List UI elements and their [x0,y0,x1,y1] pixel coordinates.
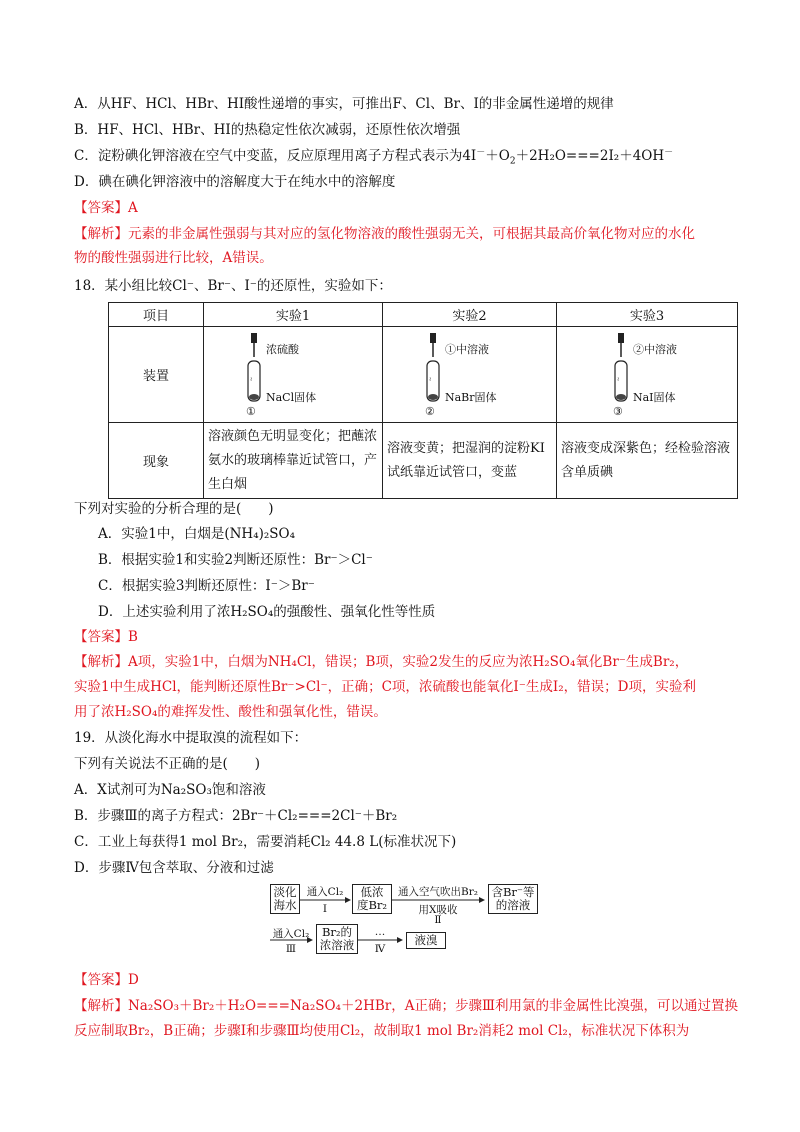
q18-option-b: B．根据实验1和实验2判断还原性：Br⁻＞Cl⁻ [98,552,373,568]
q17-analysis-line1: 【解析】元素的非金属性强弱与其对应的氢化物溶液的酸性强弱无关，可根据其最高价氧化物对应的水化 [74,226,695,242]
q19-option-b: B．步骤Ⅲ的离子方程式：2Br⁻＋Cl₂===2Cl⁻＋Br₂ [74,808,398,824]
svg-text:≀: ≀ [617,375,620,383]
flow-arrow1-bottom: Ⅰ [322,903,328,915]
q17-option-c-pre: C．淀粉碘化钾溶液在空气中变蓝，反应原理用离子方程式表示为4I [74,148,477,164]
device-2-bottom-label: NaBr固体 [445,390,497,404]
q18-answer: 【答案】B [74,629,138,645]
row-label-device: 装置 [109,327,204,423]
experiment-table [108,302,738,499]
phenomenon-1: 溶液颜色无明显变化；把蘸浓氨水的玻璃棒靠近试管口，产生白烟 [204,423,383,499]
table-header-item: 项目 [109,303,204,327]
svg-text:≀: ≀ [429,375,432,383]
q17-answer: 【答案】A [74,200,138,216]
table-header-exp2: 实验2 [383,303,557,327]
flow-arrow3-top: 通入Cl₂ [272,928,310,940]
q17-option-a: A．从HF、HCl、HBr、HI酸性递增的事实，可推出F、Cl、Br、I的非金属性递增的规律 [74,96,614,112]
device-2-top-label: ①中溶液 [445,342,489,356]
flow-arrow3-bottom: Ⅲ [285,943,297,955]
device-1-number: ① [246,404,256,418]
q19-option-c: C．工业上每获得1 mol Br₂，需要消耗Cl₂ 44.8 L(标准状况下) [74,834,457,850]
q18-analysis-line3: 用了浓H₂SO₄的难挥发性、酸性和强氧化性，错误。 [74,704,387,720]
device-3-top-label: ②中溶液 [633,342,677,356]
flow-arrow2-bottom: 用X吸收 [418,904,458,916]
table-header-exp1: 实验1 [204,303,383,327]
bromine-extraction-flowchart [270,882,570,972]
table-header-exp3: 实验3 [557,303,738,327]
q19-analysis-line1: 【解析】Na₂SO₃＋Br₂＋H₂O===Na₂SO₄＋2HBr，A正确；步骤Ⅲ利用氯的非金属性比溴强，可以通过置换 [74,998,738,1014]
q19-analysis-line2: 反应制取Br₂，B正确；步骤Ⅰ和步骤Ⅲ均使用Cl₂，故制取1 mol Br₂消耗2 mol Cl₂，标准状况下体积为 [74,1023,690,1039]
flow-arrow1-top: 通入Cl₂ [306,886,344,898]
flow-box-br-solution: 含Br⁻等的溶液 [488,884,538,914]
phenomenon-3: 溶液变成深紫色；经检验溶液含单质碘 [557,423,738,499]
device-1-top-label: 浓硫酸 [266,342,299,356]
q18-analysis-line2: 实验1中生成HCl，能判断还原性Br⁻>Cl⁻，正确；C项，浓硫酸也能氧化I⁻生成I₂，错误；D项，实验利 [74,679,696,695]
q17-option-c-post: ＋2H₂O===2I₂＋4OH [515,148,665,164]
q17-analysis-line2: 物的酸性强弱进行比较，A错误。 [74,250,273,266]
q17-option-b: B．HF、HCl、HBr、HI的热稳定性依次减弱，还原性依次增强 [74,122,461,138]
q18-option-a: A．实验1中，白烟是(NH₄)₂SO₄ [98,526,296,542]
q19-option-a: A．X试剂可为Na₂SO₃饱和溶液 [74,782,266,798]
test-tube-icon [423,333,443,413]
test-tube-icon [244,333,264,413]
flow-box-liquid-bromine: 液溴 [406,932,446,949]
q19-question: 下列有关说法不正确的是( ) [74,756,261,772]
flow-arrow4-bottom: Ⅳ [374,943,386,955]
q18-option-c: C．根据实验3判断还原性：I⁻＞Br⁻ [98,578,315,594]
test-tube-icon [611,333,631,413]
device-3-number: ③ [613,404,623,418]
device-3-bottom-label: NaI固体 [633,390,676,404]
q18-option-d: D．上述实验利用了浓H₂SO₄的强酸性、强氧化性等性质 [98,604,436,620]
q18-stem: 18．某小组比较Cl⁻、Br⁻、I⁻的还原性，实验如下： [74,278,392,294]
device-1-bottom-label: NaCl固体 [266,390,317,404]
flow-arrow4-top: … [374,926,386,938]
q17-option-d: D．碘在碘化钾溶液中的溶解度大于在纯水中的溶解度 [74,174,396,190]
device-2-number: ② [425,404,435,418]
q17-option-c: C．淀粉碘化钾溶液在空气中变蓝，反应原理用离子方程式表示为$4I^-+O_2+2H_2O===2I_2+4OH^-$ [74,147,674,167]
device-cell-1 [204,327,383,423]
flow-box-br2-conc-solution: Br₂的浓溶液 [316,924,358,954]
flow-arrow2-number: Ⅱ [434,914,442,926]
q19-option-d: D．步骤Ⅳ包含萃取、分液和过滤 [74,860,274,876]
device-cell-3 [557,327,738,423]
q18-analysis-line1: 【解析】A项，实验1中，白烟为NH₄Cl，错误；B项，实验2发生的反应为浓H₂SO₄氧化Br⁻生成Br₂， [74,654,689,670]
flow-arrow2-top: 通入空气吹出Br₂ [398,886,478,898]
flow-box-desalinated-seawater: 淡化海水 [270,884,300,914]
q19-answer: 【答案】D [74,972,139,988]
device-cell-2 [383,327,557,423]
phenomenon-2: 溶液变黄；把湿润的淀粉KI试纸靠近试管口，变蓝 [383,423,557,499]
q18-question: 下列对实验的分析合理的是( ) [74,501,274,517]
row-label-phenomenon: 现象 [109,423,204,499]
flow-box-low-conc-br2: 低浓度Br₂ [352,884,392,914]
q19-stem: 19．从淡化海水中提取溴的流程如下： [74,730,308,746]
svg-text:≀: ≀ [250,375,253,383]
